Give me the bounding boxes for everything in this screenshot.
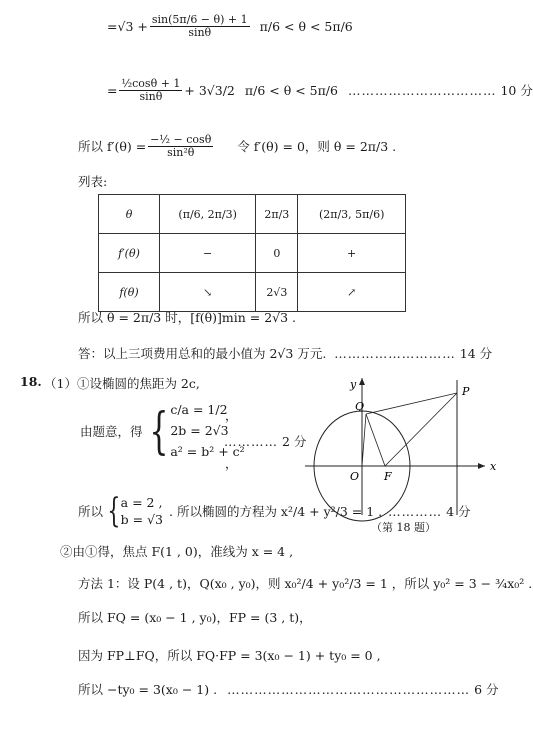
- focus-label: F: [384, 470, 392, 483]
- system-of-equations: 由题意，得 { c/a = 1/2 2b = 2√3 a² = b² + c²: [80, 401, 245, 460]
- y-axis-arrow: [359, 378, 365, 385]
- score: 14 分: [459, 346, 493, 361]
- part2-intro: ②由①得，焦点 F(1 , 0)，准线为 x = 4 ,: [60, 544, 294, 559]
- table-row: θ (π/6, 2π/3) 2π/3 (2π/3, 5π/6): [99, 195, 406, 234]
- point-Q-label: Q: [355, 400, 365, 413]
- vector-line-2: 因为 FP⊥FQ，所以 FQ·FP = 3(x₀ − 1) + ty₀ = 0 ,: [78, 648, 381, 663]
- answer-line: 答：以上三项费用总和的最小值为 2√3 万元. ……………………… 14 分: [78, 345, 493, 361]
- brace: {: [148, 401, 168, 460]
- point-P-label: P: [462, 385, 470, 398]
- segment-QO: [362, 414, 366, 466]
- list-title: 列表:: [78, 174, 108, 189]
- equation-line-2: = $\frac{\text{½cosθ + 1}}{\sin\theta}$ + 3√3/2 π/6 < θ < 5π/6 …………………………… 10 分: [107, 77, 533, 103]
- conclusion-line: 所以 θ = 2π/3 时，[f(θ)]min = 2√3 .: [78, 310, 297, 325]
- score-line: ………… 2 分: [224, 433, 307, 449]
- equation-line-1: [107, 14, 353, 38]
- part1-intro: （1）①设椭圆的焦距为 2c,: [44, 376, 200, 391]
- origin-label: O: [350, 470, 360, 483]
- question-number: 18.: [20, 374, 42, 389]
- segment-FQ: [366, 414, 385, 466]
- x-label: x: [490, 460, 497, 473]
- equation-prefix: =√3 +: [107, 18, 148, 34]
- variation-table: [98, 194, 406, 312]
- table-row: f(θ) ↘ 2√3 ↗: [99, 273, 406, 312]
- vector-line-1: 所以 FQ = (x₀ − 1 , y₀)，FP = (3 , t)，: [78, 610, 312, 625]
- solution-line: 所以 { a = 2 , b = √3 . 所以椭圆的方程为 x²/4 + y²/3 = 1 . ………… 4 分: [78, 491, 471, 531]
- ellipse-figure: [300, 370, 500, 520]
- condition: π/6 < θ < 5π/6: [259, 18, 353, 34]
- y-label: y: [350, 378, 357, 391]
- score: 10 分: [500, 83, 533, 99]
- vector-line-3: 所以 −ty₀ = 3(x₀ − 1) . ……………………………………………… 6 分: [78, 681, 499, 697]
- fraction: $\frac{\text{½cosθ + 1}}{\sin\theta}$: [121, 77, 181, 103]
- segment-FP: [385, 393, 457, 466]
- fraction: $\frac{\sin(5\pi/6 - \theta) + 1}{\sin\theta}$: [151, 13, 248, 39]
- figure-caption: （第 18 题）: [371, 521, 436, 534]
- segment-QP: [366, 393, 457, 414]
- equation-line-3: 所以 f′(θ) = $\frac{\text{−½ − cosθ}}{\text{sin²θ}}$ 令 f′(θ) = 0，则 θ = 2π/3 .: [78, 133, 397, 159]
- method-line: 方法 1：设 P(4 , t)，Q(x₀ , y₀)，则 x₀²/4 + y₀²/3 = 1 ，所以 y₀² = 3 − ¾x₀² .: [78, 576, 533, 591]
- table-row: f′(θ) − 0 +: [99, 234, 406, 273]
- fraction: $\frac{\text{−½ − cosθ}}{\text{sin²θ}}$: [150, 133, 212, 159]
- x-axis-arrow: [478, 463, 485, 469]
